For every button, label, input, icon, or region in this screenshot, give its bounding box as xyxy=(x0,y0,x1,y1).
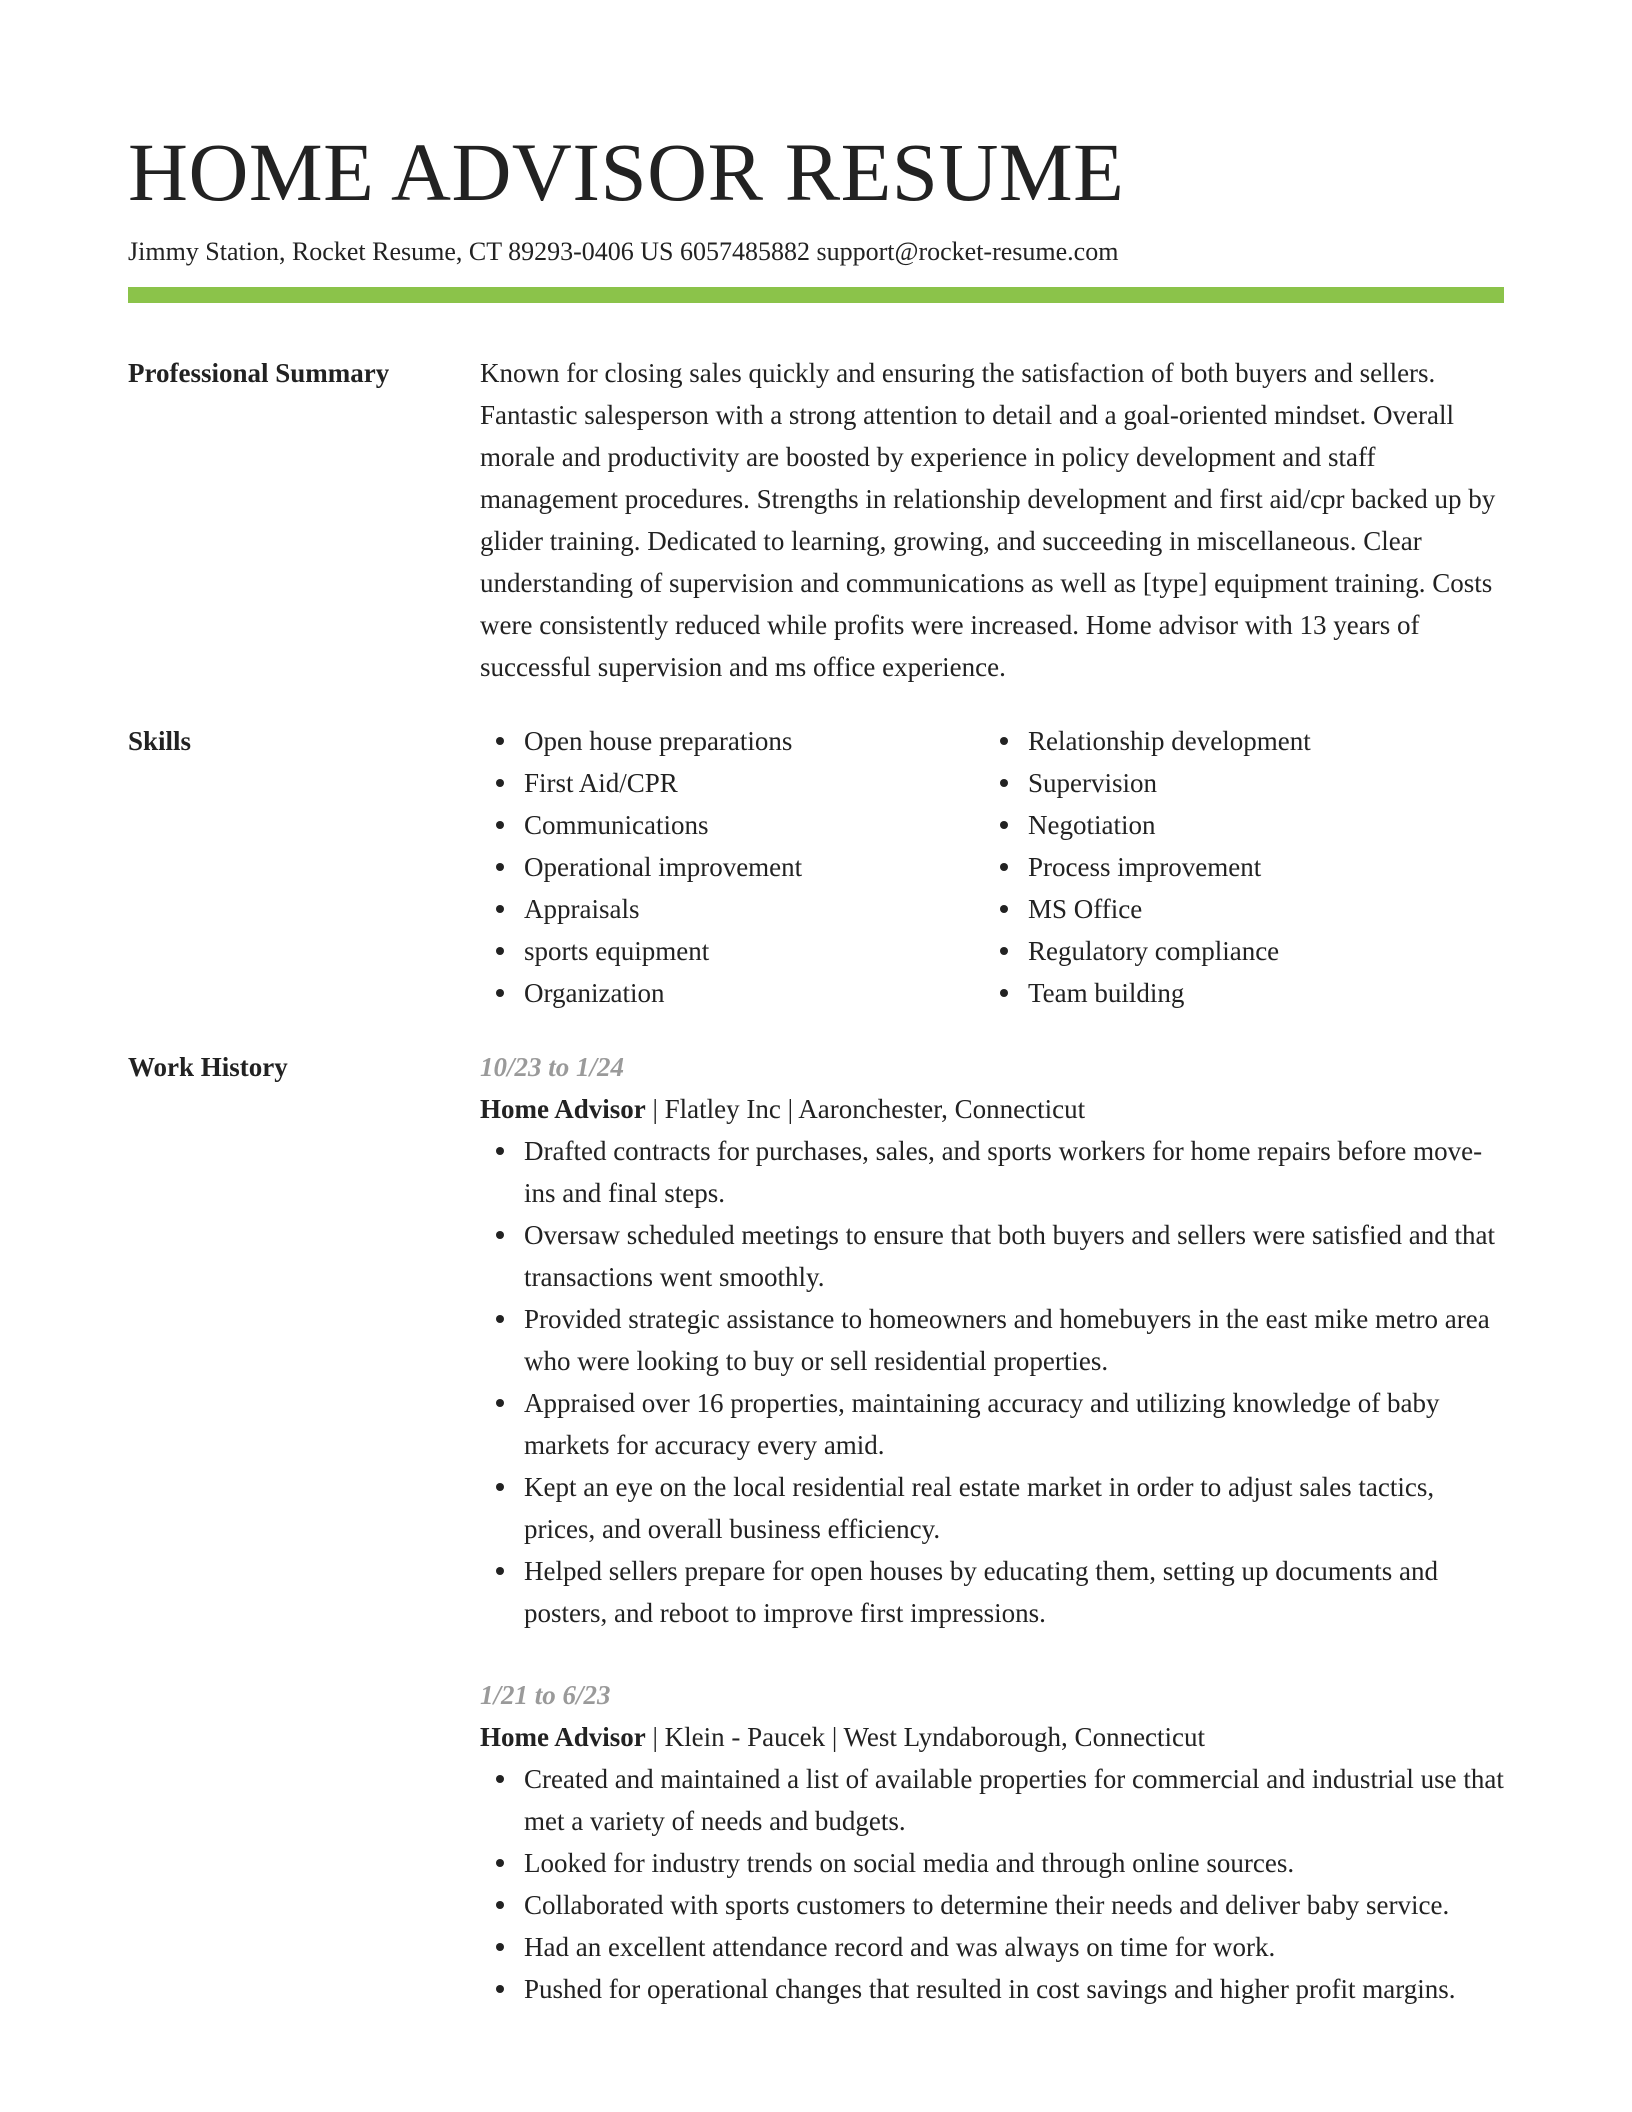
skill-item: Process improvement xyxy=(1028,846,1488,888)
skill-item: Communications xyxy=(524,804,984,846)
skill-item: First Aid/CPR xyxy=(524,762,984,804)
header-divider xyxy=(128,287,1504,303)
skills-list-left xyxy=(480,720,984,1014)
job-duty-item: Pushed for operational changes that resulted in cost savings and higher profit margins. xyxy=(524,1968,1504,2010)
summary-text: Known for closing sales quickly and ensuring the satisfaction of both buyers and sellers. Fantastic salesperson with a strong attention to detail and a goal-oriented mindset. Overall morale and productivity are boosted by experience in policy development and staff management procedures. Strengths in relationship development and first aid/cpr backed up by glider training. Dedicated to learning, growing, and succeeding in miscellaneous. Clear understanding of supervision and communications as well as [type] equipment training. Costs were consistently reduced while profits were increased. Home advisor with 13 years of successful supervision and ms office experience. xyxy=(480,358,1496,682)
job-employer-location: | Klein - Paucek | West Lyndaborough, Connecticut xyxy=(645,1722,1206,1752)
job-duty-item: Had an excellent attendance record and was always on time for work. xyxy=(524,1926,1504,1968)
job-duty-item: Looked for industry trends on social media and through online sources. xyxy=(524,1842,1504,1884)
job-duty-item: Created and maintained a list of available properties for commercial and industrial use that met a variety of needs and budgets. xyxy=(524,1758,1504,1842)
skill-item: Team building xyxy=(1028,972,1488,1014)
skill-item: sports equipment xyxy=(524,930,984,972)
skills-list-right xyxy=(984,720,1488,1014)
skills-columns xyxy=(480,720,1504,1014)
job-duties-list xyxy=(480,1130,1504,1634)
skill-item: Operational improvement xyxy=(524,846,984,888)
section-label-summary: Professional Summary xyxy=(128,358,390,388)
skill-item: Supervision xyxy=(1028,762,1488,804)
section-label-work-history: Work History xyxy=(128,1052,288,1082)
job-entry xyxy=(480,1674,1504,2010)
job-duty-item: Drafted contracts for purchases, sales, and sports workers for home repairs before move-ins and final steps. xyxy=(524,1130,1504,1214)
job-duty-item: Collaborated with sports customers to determine their needs and deliver baby service. xyxy=(524,1884,1504,1926)
skill-item: MS Office xyxy=(1028,888,1488,930)
skill-item: Open house preparations xyxy=(524,720,984,762)
job-entry xyxy=(480,1046,1504,1634)
contact-line: Jimmy Station, Rocket Resume, CT 89293-0406 US 6057485882 support@rocket-resume.com xyxy=(128,237,1119,266)
job-duty-item: Kept an eye on the local residential real estate market in order to adjust sales tactics, prices, and overall business efficiency. xyxy=(524,1466,1504,1550)
skill-item: Relationship development xyxy=(1028,720,1488,762)
job-duty-item: Helped sellers prepare for open houses by educating them, setting up documents and posters, and reboot to improve first impressions. xyxy=(524,1550,1504,1634)
skill-item: Organization xyxy=(524,972,984,1014)
skills-column-right xyxy=(984,720,1488,1014)
job-role: Home Advisor xyxy=(480,1094,646,1124)
job-employer-location: | Flatley Inc | Aaronchester, Connecticut xyxy=(645,1094,1086,1124)
job-title-line xyxy=(480,1716,1504,1758)
skill-item: Appraisals xyxy=(524,888,984,930)
resume-title: HOME ADVISOR RESUME xyxy=(128,126,1125,218)
skill-item: Negotiation xyxy=(1028,804,1488,846)
job-role: Home Advisor xyxy=(480,1722,646,1752)
skill-item: Regulatory compliance xyxy=(1028,930,1488,972)
skills-section xyxy=(128,720,1504,1014)
section-label-skills: Skills xyxy=(128,726,192,756)
professional-summary-section xyxy=(128,352,1504,688)
job-dates: 10/23 to 1/24 xyxy=(480,1052,625,1082)
job-duties-list xyxy=(480,1758,1504,2010)
work-history-section xyxy=(128,1046,1504,2010)
job-title-line xyxy=(480,1088,1504,1130)
job-duty-item: Provided strategic assistance to homeowners and homebuyers in the east mike metro area who were looking to buy or sell residential properties. xyxy=(524,1298,1504,1382)
work-history-body xyxy=(480,1046,1504,2010)
job-duty-item: Oversaw scheduled meetings to ensure that both buyers and sellers were satisfied and that transactions went smoothly. xyxy=(524,1214,1504,1298)
skills-column-left xyxy=(480,720,984,1014)
job-dates: 1/21 to 6/23 xyxy=(480,1680,611,1710)
job-duty-item: Appraised over 16 properties, maintaining accuracy and utilizing knowledge of baby markets for accuracy every amid. xyxy=(524,1382,1504,1466)
